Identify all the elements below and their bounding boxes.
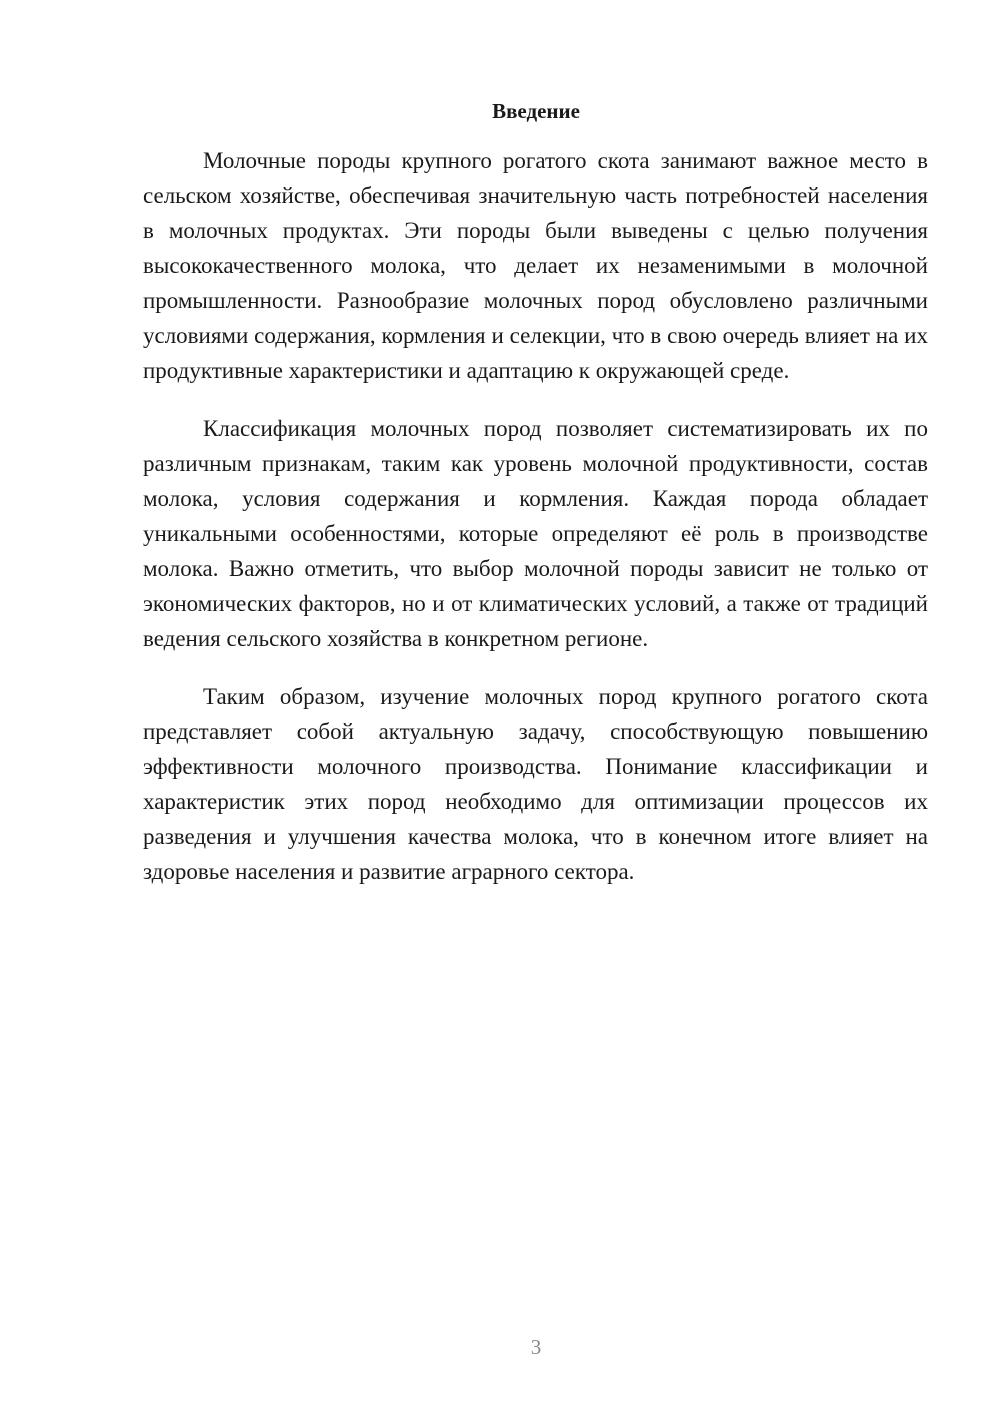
paragraph-1: Молочные породы крупного рогатого скота занимают важное место в сельском хозяйстве, обеспечивая значительную часть потребностей населения в молочных продуктах. Эти породы были выведены с целью получения высококачественного молока, что делает их незаменимыми в молочной промышленности. Разнообразие молочных пород обусловлено различными условиями содержания, кормления и селекции, что в свою очередь влияет на их продуктивные характеристики и адаптацию к окружающей среде. <box>143 148 928 383</box>
section-heading: Введение <box>492 99 580 123</box>
body-text <box>143 143 928 912</box>
paragraph-2: Классификация молочных пород позволяет систематизировать их по различным признакам, таким как уровень молочной продуктивности, состав молока, условия содержания и кормления. Каждая порода обладает уникальными особенностями, которые определяют её роль в производстве молока. Важно отметить, что выбор молочной породы зависит не только от экономических факторов, но и от климатических условий, а также от традиций ведения сельского хозяйства в конкретном регионе. <box>143 416 928 651</box>
page-number: 3 <box>530 1335 542 1359</box>
paragraph-3: Таким образом, изучение молочных пород крупного рогатого скота представляет собой актуальную задачу, способствующую повышению эффективности молочного производства. Понимание классификации и характеристик этих пород необходимо для оптимизации процессов их разведения и улучшения качества молока, что в конечном итоге влияет на здоровье населения и развитие аграрного сектора. <box>143 684 928 884</box>
